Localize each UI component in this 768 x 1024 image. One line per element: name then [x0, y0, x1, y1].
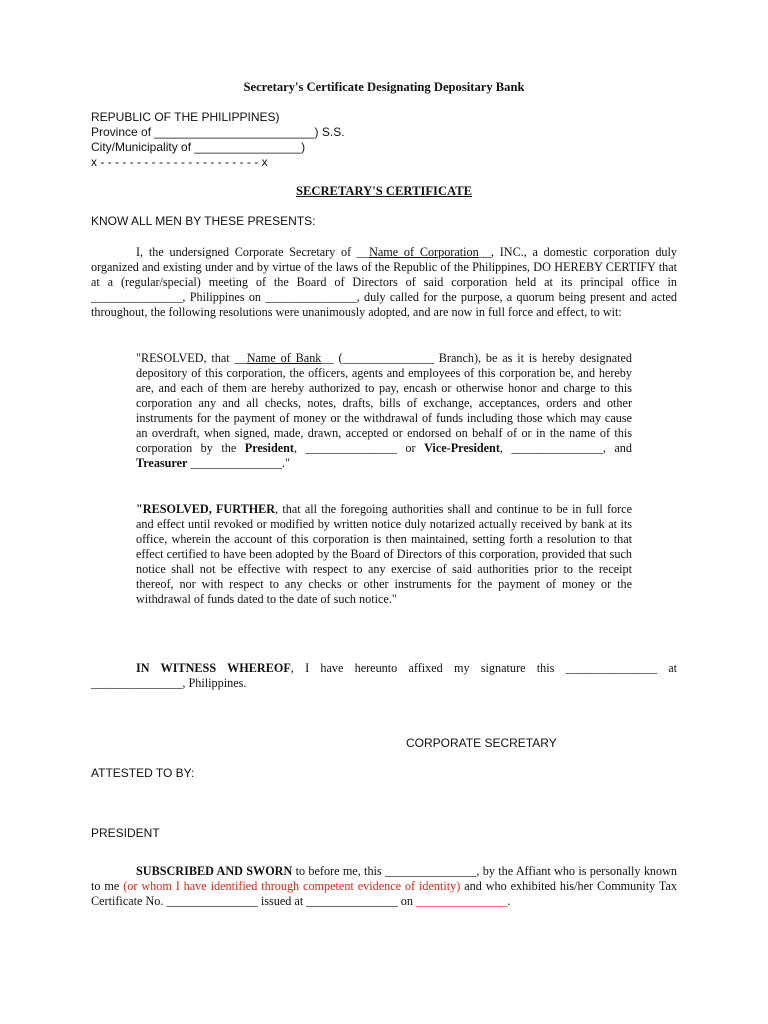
- salutation: KNOW ALL MEN BY THESE PRESENTS:: [91, 214, 316, 228]
- resolution-further-text: , that all the foregoing authorities shall and continue to be in full force and effect until revoked or modified by written notice duly notarized actually received by bank at its office, wherein the account of this corporation is then maintained, setting forth a resolution to that effect certified to have been adopted by the Board of Directors of this corporation, provided that such notice shall not be effective with respect to any exercise of said authorities prior to the receipt thereof, nor with respect to any checks or other instruments for the payment of money or the withdrawal of funds dated to the date of such notice.": [136, 502, 632, 606]
- corporation-name: Name of Corporation: [369, 245, 479, 259]
- corporate-secretary-signatory: CORPORATE SECRETARY: [406, 736, 557, 750]
- president-role: President: [244, 441, 294, 455]
- resolution-first-text-5: _______________.": [187, 456, 290, 470]
- jurat-text-2: and who exhibited his/her Community Tax Certificate No. _______________ issued at _______________ on: [91, 879, 677, 908]
- resolution-first-text-2: __ (_______________ Branch), be as it is hereby designated depository of this corporation, the officers, agents and employees of this corporation be, and hereby are, and each of them are hereby authorized to pay, encash or otherwise honor and charge to this corporation any and all checks, notes, drafts, bills of exchange, acceptances, orders and other instruments for the payment of money or the withdrawal of funds including those which may cause an overdraft, when signed, made, drawn, accepted or endorsed on behalf of or in the name of this corporation by the: [136, 351, 632, 455]
- resolution-first-text-3: , _______________ or: [293, 441, 425, 455]
- resolution-first-text-1: "RESOLVED, that __: [136, 351, 247, 365]
- resolution-first: [136, 351, 632, 471]
- jurat-identity-note: (or whom I have identified through competent evidence of identity): [123, 879, 461, 893]
- attested-label: ATTESTED TO BY:: [91, 766, 195, 780]
- witness-lead: IN WITNESS WHEREOF: [136, 661, 291, 675]
- jurat-text-3: .: [507, 894, 511, 908]
- witness-text: , I have hereunto affixed my signature this _______________ at _______________, Philippines.: [91, 661, 677, 690]
- resolution-further: [136, 502, 632, 607]
- treasurer-role: Treasurer: [136, 456, 188, 470]
- venue-block: [91, 110, 491, 170]
- jurat-date-blank: _______________: [415, 894, 508, 908]
- resolution-first-text-4: , _______________, and: [499, 441, 632, 455]
- president-signatory: PRESIDENT: [91, 826, 160, 840]
- jurat-paragraph: [91, 864, 677, 909]
- witness-paragraph: [91, 661, 677, 691]
- venue-line-separator: x - - - - - - - - - - - - - - - - - - - - - - x: [91, 155, 268, 169]
- resolution-further-lead: "RESOLVED, FURTHER: [136, 502, 276, 516]
- document-title: Secretary's Certificate Designating Depositary Bank: [243, 80, 525, 94]
- venue-line-city: City/Municipality of ________________): [91, 140, 306, 154]
- bank-name: Name of Bank: [246, 351, 322, 365]
- intro-text-2: __, INC., a domestic corporation duly organized and existing under and by virtue of the laws of the Republic of the Philippines, DO HEREBY CERTIFY that at a (regular/special) meeting of the Board of Directors of said corporation held at its principal office in _______________, Philippines on _______________, duly called for the purpose, a quorum being present and acted throughout, the following resolutions were unanimously adopted, and are now in full force and effect, to wit:: [91, 245, 678, 319]
- jurat-lead: SUBSCRIBED AND SWORN: [136, 864, 293, 878]
- intro-paragraph: [91, 245, 677, 320]
- vice-president-role: Vice-President: [424, 441, 500, 455]
- jurat-text-1: to before me, this _______________, by the Affiant who is personally known to me: [91, 864, 678, 893]
- intro-text-1: I, the undersigned Corporate Secretary of __: [136, 245, 370, 259]
- certificate-heading: SECRETARY'S CERTIFICATE: [295, 184, 473, 198]
- venue-line-province: Province of ________________________) S.S.: [91, 125, 345, 139]
- venue-line-republic: REPUBLIC OF THE PHILIPPINES): [91, 110, 280, 124]
